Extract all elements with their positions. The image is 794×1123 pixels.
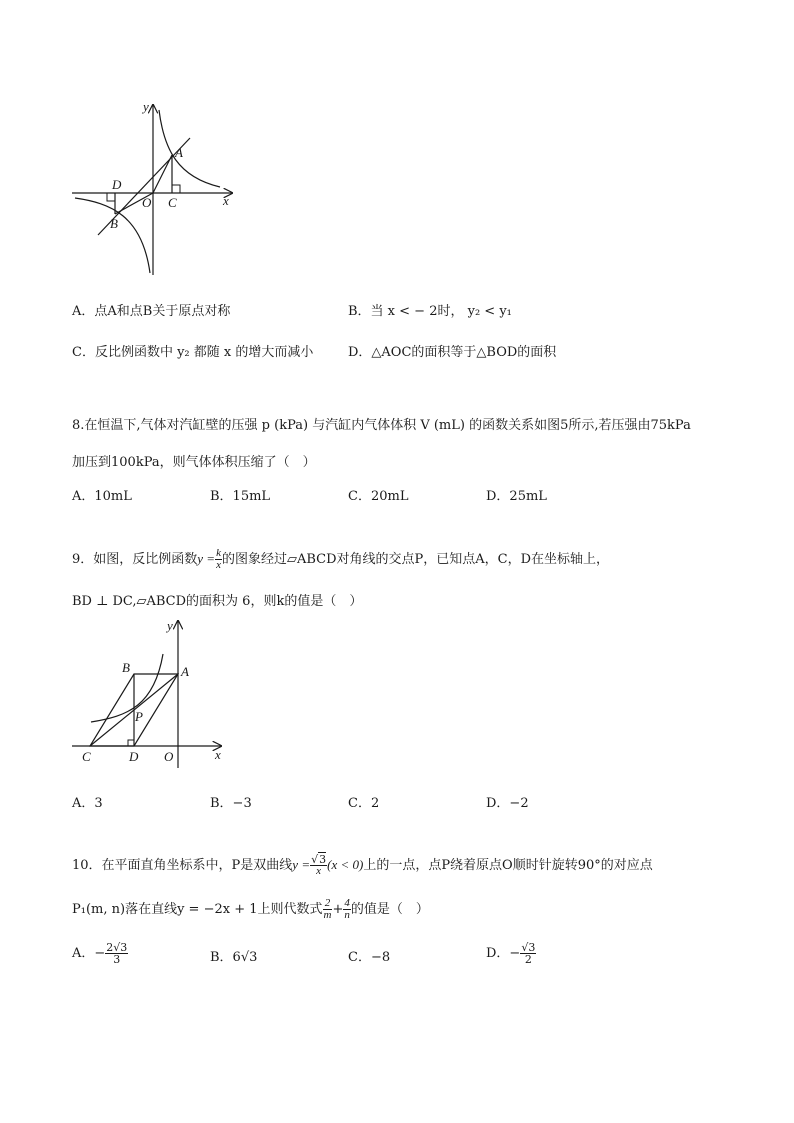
right-angle-c xyxy=(172,185,180,193)
q10-option-b: B．6√3 xyxy=(210,950,258,965)
q10-stem-line2 xyxy=(72,898,429,921)
q7-option-c: C．反比例函数中 y₂ 都随 x 的增大而减小 xyxy=(72,345,314,360)
q10-option-d-frac: $\frac{√3}{2}$ xyxy=(521,941,536,966)
q10-option-d: D．− $\frac{√3}{2}$ xyxy=(486,941,536,966)
label-o: O xyxy=(142,195,152,210)
q9-fraction xyxy=(215,548,222,571)
q9-option-b: B．−3 xyxy=(210,796,252,811)
q8-option-b: B．15mL xyxy=(210,489,271,504)
q10-func-lhs: y = xyxy=(292,857,311,872)
q7-option-a: A．点A和点B关于原点对称 xyxy=(72,304,231,319)
q10-text-3: P₁(m, n)落在直线y = −2x + 1上则代数式 xyxy=(72,902,323,917)
q7-option-d: D．△AOC的面积等于△BOD的面积 xyxy=(348,345,557,360)
label-p: P xyxy=(135,709,143,724)
q9-stem-line1 xyxy=(72,548,609,571)
label-c: C xyxy=(82,749,91,764)
q8-stem-line2: 加压到100kPa，则气体体积压缩了（ ） xyxy=(72,455,316,470)
q8-option-c: C．20mL xyxy=(348,489,409,504)
label-o: O xyxy=(164,749,174,764)
q10-frac-den: x xyxy=(316,865,322,877)
q10-fraction xyxy=(310,854,327,877)
q9-text-1: 9．如图，反比例函数 xyxy=(72,552,198,567)
q9-frac-num: k xyxy=(216,547,221,559)
q9-text-2: 的图象经过▱ABCD对角线的交点P，已知点A，C，D在坐标轴上， xyxy=(221,552,610,567)
q9-option-d: D．−2 xyxy=(486,796,529,811)
q10-frac-2m: $\frac{2}{m}$ xyxy=(323,897,332,921)
q10-text-4: 的值是（ ） xyxy=(350,902,429,917)
q10-condition: (x < 0) xyxy=(327,857,364,872)
label-d: D xyxy=(112,177,122,192)
label-a: A xyxy=(175,145,183,160)
label-y: y xyxy=(143,99,149,114)
q9-func-lhs: y = xyxy=(197,551,216,566)
hyperbola-branch-left xyxy=(75,198,150,273)
q10-plus: + xyxy=(332,902,344,917)
q9-stem-line2: BD ⊥ DC,▱ABCD的面积为 6，则k的值是（ ） xyxy=(72,594,363,609)
right-angle-d xyxy=(107,193,115,201)
label-b: B xyxy=(110,216,118,231)
label-x: x xyxy=(215,747,221,762)
q10-option-c: C．−8 xyxy=(348,950,391,965)
q8-option-d: D．25mL xyxy=(486,489,547,504)
label-c: C xyxy=(168,195,177,210)
label-d: D xyxy=(129,749,139,764)
right-angle-d xyxy=(128,740,134,746)
q7-figure xyxy=(60,95,250,280)
q8-option-a: A．10mL xyxy=(72,489,132,504)
label-a: A xyxy=(181,664,189,679)
label-b: B xyxy=(122,660,130,675)
q10-option-a: A．− $\frac{2√3}{3}$ xyxy=(72,941,128,966)
q9-frac-den: x xyxy=(216,559,221,571)
q9-option-a: A．3 xyxy=(72,796,103,811)
label-x: x xyxy=(223,193,229,208)
q8-stem-line1: 8.在恒温下,气体对汽缸壁的压强 p (kPa) 与汽缸内气体体积 V (mL) 的函数关系如图5所示,若压强由75kPa xyxy=(72,418,691,433)
q10-text-1: 10．在平面直角坐标系中，P是双曲线 xyxy=(72,858,293,873)
hyperbola-branch-right xyxy=(159,110,220,187)
q9-option-c: C．2 xyxy=(348,796,380,811)
q10-frac-num: √3 xyxy=(311,853,327,866)
q7-option-b: B．当 x < − 2时， y₂ < y₁ xyxy=(348,304,512,319)
label-y: y xyxy=(167,618,173,633)
q10-option-a-frac: $\frac{2√3}{3}$ xyxy=(106,941,128,966)
q9-figure xyxy=(66,616,236,772)
q10-frac-4n: $\frac{4}{n}$ xyxy=(344,897,350,921)
q10-text-2: 上的一点，点P绕着原点O顺时针旋转90°的对应点 xyxy=(363,858,653,873)
q10-stem-line1 xyxy=(72,854,653,877)
